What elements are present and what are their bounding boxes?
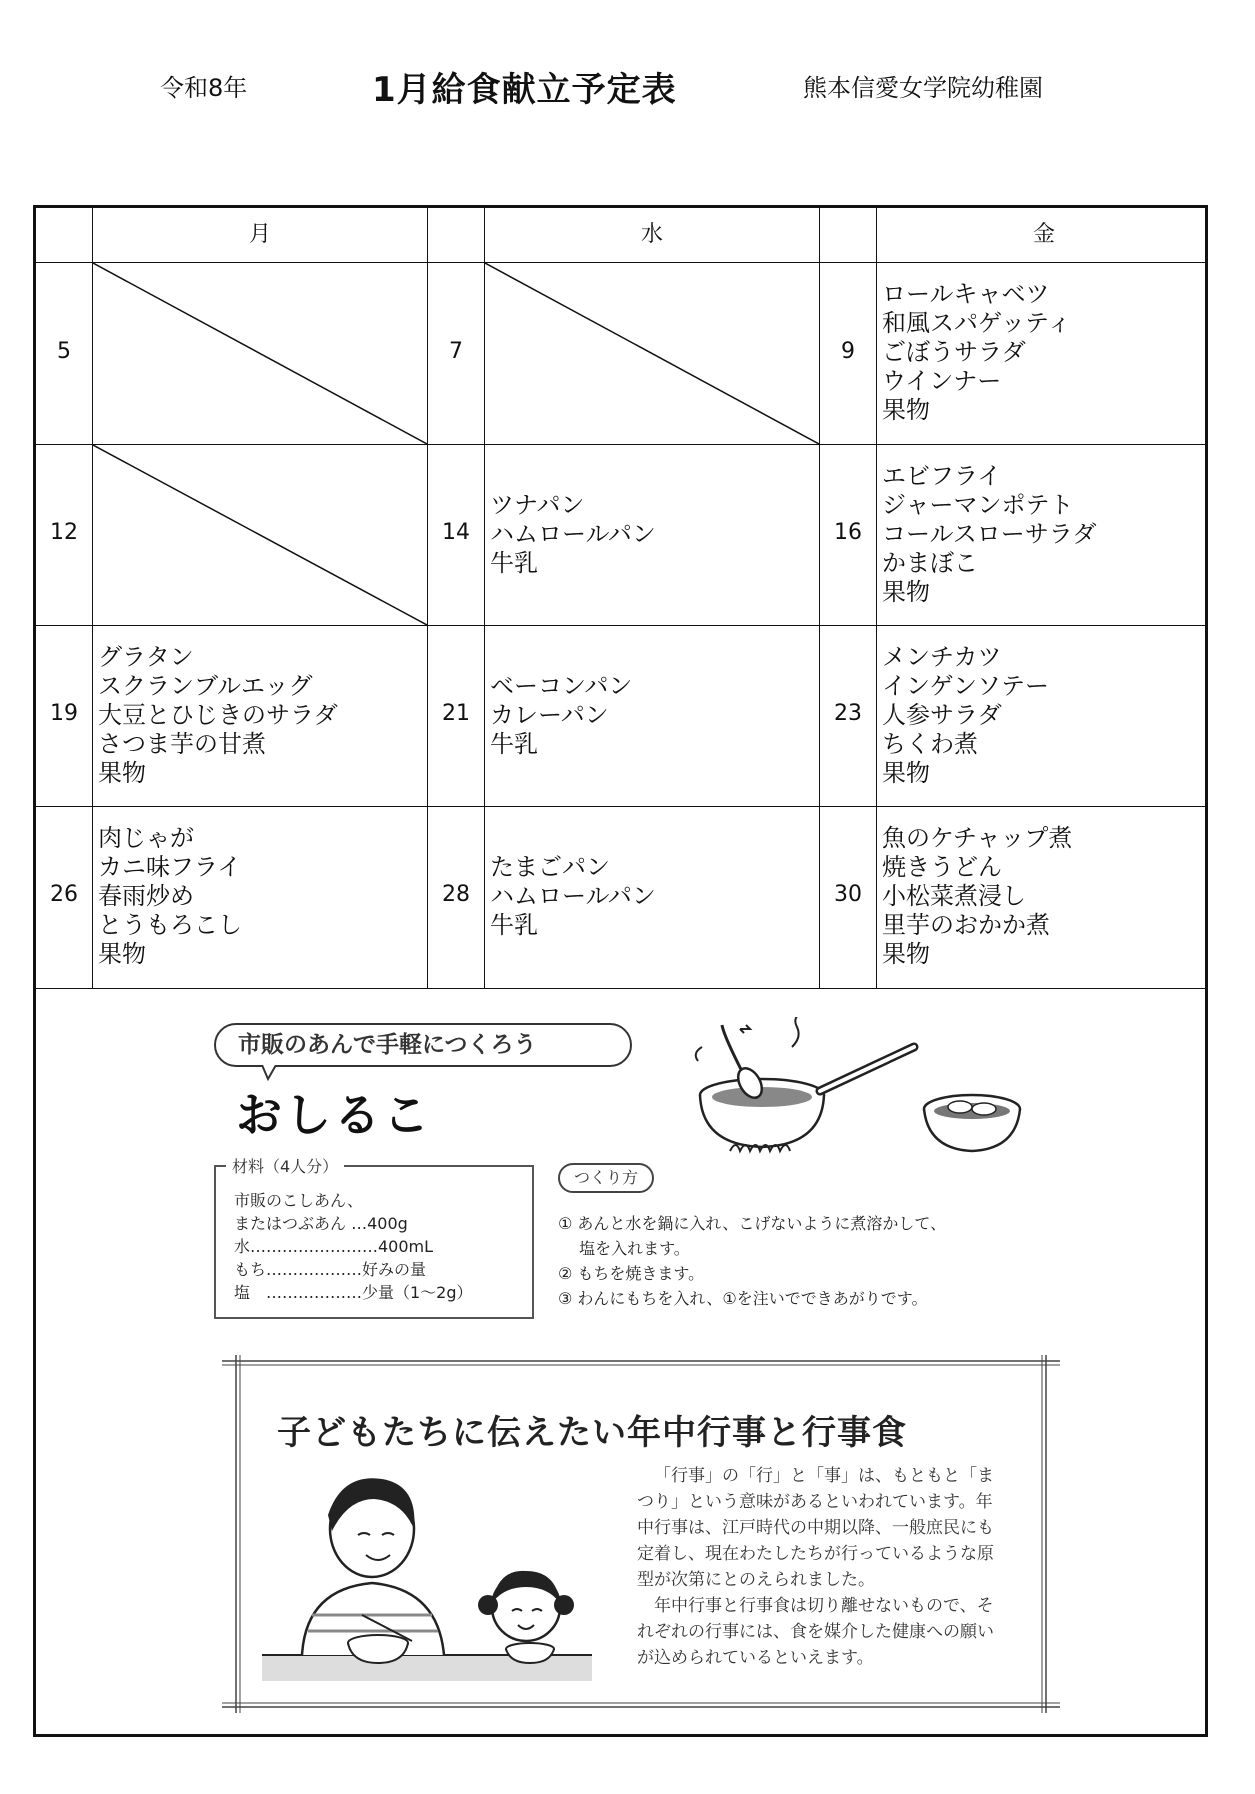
date-cell: 7: [449, 339, 463, 364]
ingredient-row: 水……………………400mL: [234, 1237, 434, 1256]
menu-item: ハムロールパン: [490, 520, 656, 548]
menu-cell-fri-16: [882, 462, 1097, 607]
header-monday: 月: [248, 222, 271, 247]
menu-item: 牛乳: [490, 730, 538, 758]
annual-events-box: [222, 1355, 1060, 1713]
menu-item: コールスローサラダ: [882, 520, 1097, 548]
menu-item: 肉じゃが: [98, 824, 194, 852]
menu-item: 魚のケチャップ煮: [882, 824, 1073, 852]
pot-and-bowl-icon: [652, 1017, 1032, 1157]
menu-item: 果物: [882, 940, 930, 968]
menu-cell-fri-30: [882, 824, 1072, 969]
menu-item: 牛乳: [490, 549, 538, 577]
menu-item: カレーパン: [490, 701, 609, 729]
no-lunch-slash: [93, 263, 427, 444]
step-row: ② もちを焼きます。: [558, 1264, 705, 1283]
header-wednesday: 水: [640, 222, 663, 247]
date-cell: 30: [834, 882, 862, 907]
date-cell: 21: [442, 701, 470, 726]
ingredient-row: もち………………好みの量: [234, 1260, 427, 1279]
step-row: ③ わんにもちを入れ、①を注いでできあがりです。: [558, 1289, 928, 1308]
menu-item: かまぼこ: [882, 549, 978, 577]
menu-item: 里芋のおかか煮: [882, 911, 1050, 939]
menu-item: 果物: [98, 759, 146, 787]
step-row: 塩を入れます。: [558, 1239, 690, 1258]
menu-item: 小松菜煮浸し: [882, 882, 1026, 910]
menu-cell-fri-9: [882, 280, 1071, 425]
menu-item: 果物: [98, 940, 146, 968]
menu-item: グラタン: [98, 643, 194, 671]
menu-cell-wed-21: [490, 672, 632, 759]
menu-item: スクランブルエッグ: [98, 672, 313, 700]
menu-item: インゲンソテー: [882, 672, 1050, 700]
menu-item: 人参サラダ: [882, 701, 1002, 729]
menu-item: 春雨炒め: [98, 882, 194, 910]
steps-label: つくり方: [558, 1163, 654, 1193]
recipe-dish-name: おしるこ: [236, 1088, 432, 1142]
ingredient-row: 市販のこしあん、: [234, 1191, 363, 1210]
date-cell: 23: [834, 701, 862, 726]
menu-cell-mon-26: [98, 824, 242, 969]
menu-item: ちくわ煮: [882, 730, 978, 758]
menu-item: 和風スパゲッティ: [882, 309, 1072, 337]
menu-item: 牛乳: [490, 911, 538, 939]
menu-item: 焼きうどん: [882, 853, 1002, 881]
no-lunch-slash: [485, 263, 819, 444]
events-title: 子どもたちに伝えたい年中行事と行事食: [277, 1413, 907, 1453]
menu-item: さつま芋の甘煮: [98, 730, 266, 758]
header-friday: 金: [1032, 222, 1055, 247]
menu-item: 大豆とひじきのサラダ: [98, 701, 338, 729]
menu-item: たまごパン: [490, 853, 610, 881]
ingredients-box: [214, 1157, 534, 1319]
menu-cell-wed-14: [490, 491, 656, 578]
events-paragraph: 「行事」の「行」と「事」は、もともと「まつり」という意味があるといわれています。年中行事は、江戸時代の中期以降、一般庶民にも定着し、現在わたしたちが行っているような原型が次第にとのえられました。: [637, 1466, 994, 1590]
school-name: 熊本信愛女学院幼稚園: [803, 74, 1043, 102]
menu-item: ベーコンパン: [490, 672, 633, 700]
menu-cell-wed-28: [490, 853, 656, 940]
date-cell: 9: [841, 339, 855, 364]
events-paragraph: 年中行事と行事食は切り離せないもので、それぞれの行事には、食を媒介した健康への願いが込められているといえます。: [637, 1596, 994, 1668]
date-cell: 26: [50, 882, 78, 907]
step-row: ① あんと水を鍋に入れ、こげないように煮溶かして、: [558, 1214, 947, 1233]
recipe-section: [190, 1015, 1070, 1315]
menu-item: 果物: [882, 396, 930, 424]
no-lunch-slash: [93, 445, 427, 625]
menu-item: 果物: [882, 759, 930, 787]
date-cell: 16: [834, 520, 862, 545]
menu-item: ジャーマンポテト: [882, 491, 1074, 519]
menu-item: カニ味フライ: [98, 853, 242, 881]
ingredients-title: 材料（4人分）: [226, 1154, 344, 1177]
menu-cell-fri-23: [882, 643, 1049, 788]
menu-cell-mon-19: [98, 643, 338, 788]
menu-item: ハムロールパン: [490, 882, 656, 910]
date-cell: 19: [50, 701, 78, 726]
page-title: 1月給食献立予定表: [372, 70, 677, 110]
menu-item: ツナパン: [490, 491, 585, 519]
date-cell: 14: [442, 520, 470, 545]
header-era: 令和8年: [160, 74, 248, 102]
menu-item: エビフライ: [882, 462, 1002, 490]
menu-item: 果物: [882, 578, 930, 606]
menu-item: メンチカツ: [882, 643, 1002, 671]
ingredient-row: 塩 ………………少量（1～2g）: [234, 1283, 473, 1302]
menu-item: とうもろこし: [98, 911, 242, 939]
parent-and-child-eating-icon: [262, 1465, 602, 1685]
menu-item: ウインナー: [882, 367, 1002, 395]
ingredient-row: またはつぶあん …400g: [234, 1214, 408, 1233]
menu-item: ロールキャベツ: [882, 280, 1050, 308]
menu-item: ごぼうサラダ: [882, 338, 1026, 366]
date-cell: 12: [50, 520, 78, 545]
date-cell: 5: [57, 339, 71, 364]
recipe-tagline: 市販のあんで手軽につくろう: [214, 1023, 632, 1067]
events-body: [637, 1463, 1003, 1671]
date-cell: 28: [442, 882, 470, 907]
